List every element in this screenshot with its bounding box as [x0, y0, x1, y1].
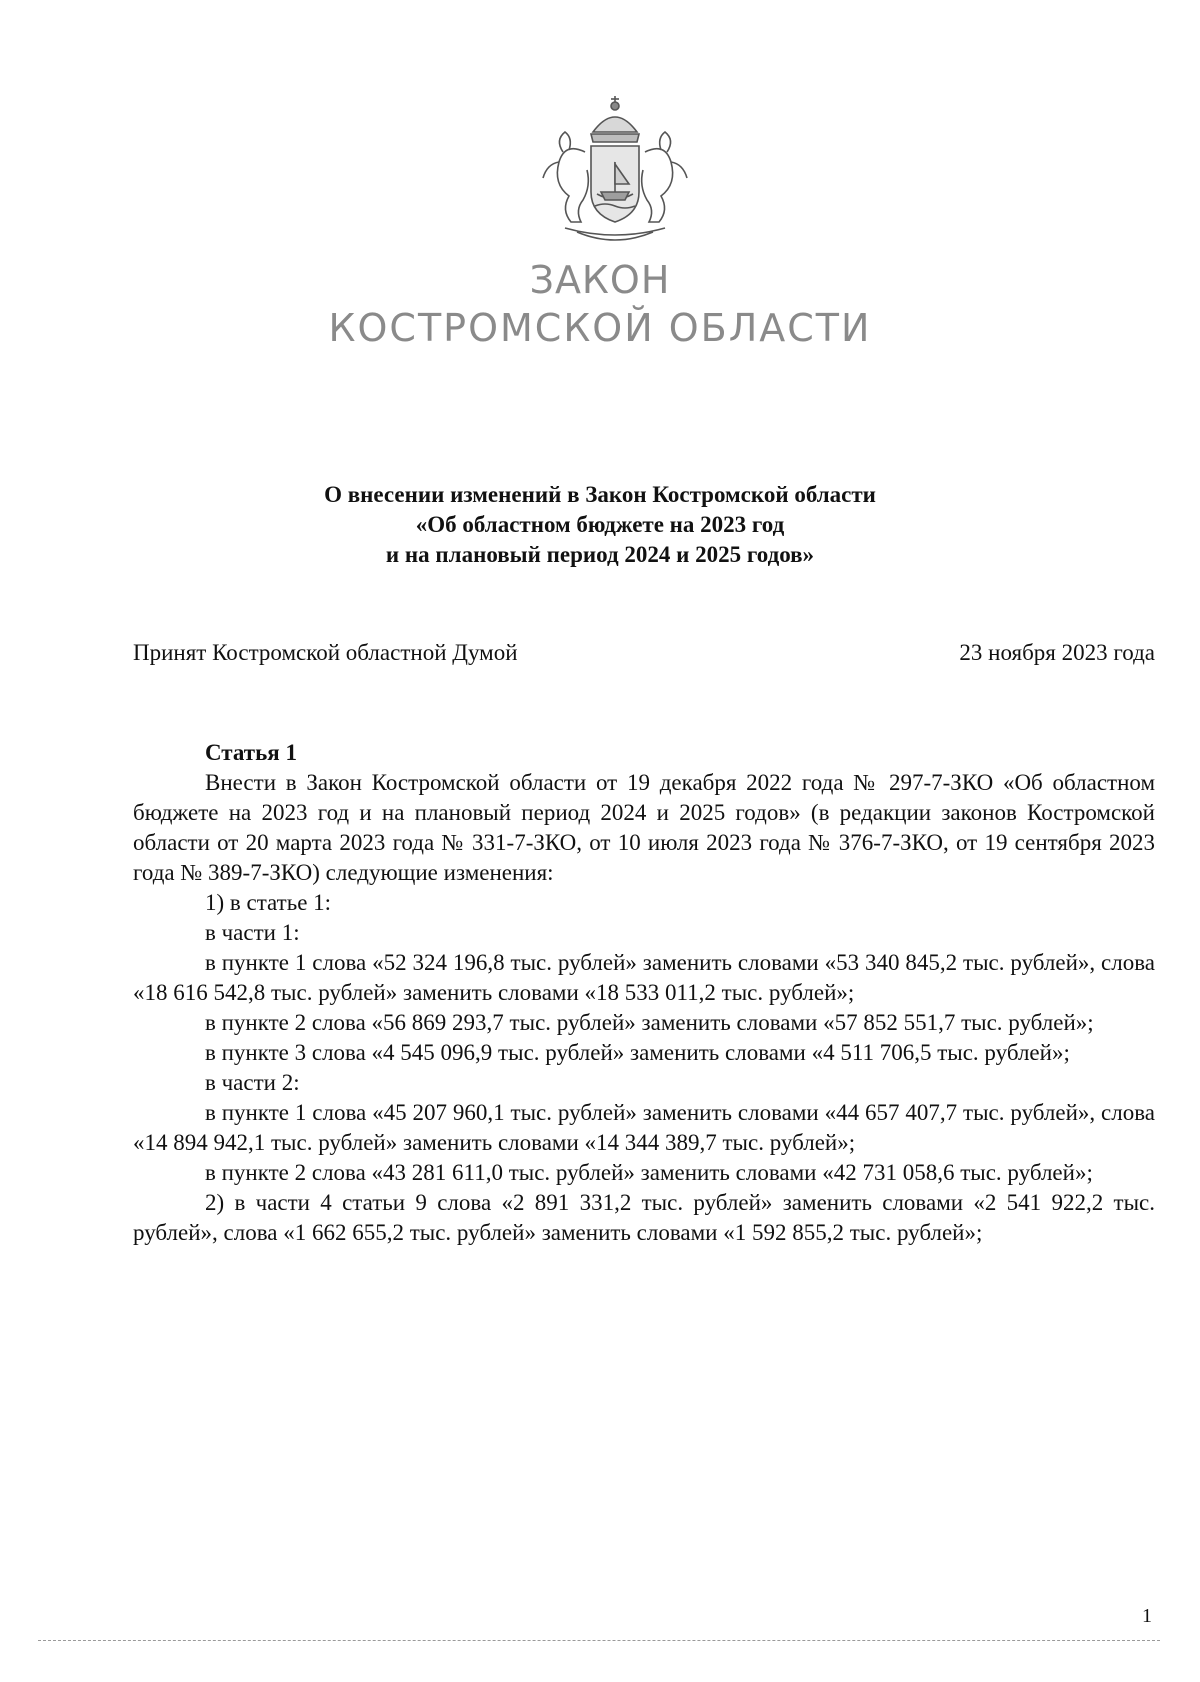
heading-line: и на плановый период 2024 и 2025 годов» — [385, 542, 815, 567]
heading-line: О внесении изменений в Закон Костромской области — [324, 482, 876, 507]
article-body — [133, 738, 1155, 1248]
law-heading — [0, 480, 1200, 570]
adopted-by: Принят Костромской областной Думой — [133, 640, 518, 665]
paragraph: в части 1: — [205, 920, 300, 945]
paragraph: в пункте 2 слова «56 869 293,7 тыс. рублей» заменить словами «57 852 551,7 тыс. рублей»; — [205, 1010, 1094, 1035]
law-title-line2: КОСТРОМСКОЙ ОБЛАСТИ — [328, 306, 872, 350]
paragraph: в пункте 1 слова «45 207 960,1 тыс. рублей» заменить словами «44 657 407,7 тыс. рублей», слова «14 894 942,1 тыс. рублей» заменить словами «14 344 389,7 тыс. рублей»; — [133, 1100, 1155, 1155]
adoption-date: 23 ноября 2023 года — [959, 640, 1155, 665]
page-number: 1 — [1142, 1605, 1152, 1627]
footer-divider — [38, 1640, 1160, 1641]
paragraph: в пункте 1 слова «52 324 196,8 тыс. рублей» заменить словами «53 340 845,2 тыс. рублей», слова «18 616 542,8 тыс. рублей» заменить словами «18 533 011,2 тыс. рублей»; — [133, 950, 1155, 1005]
paragraph: Внести в Закон Костромской области от 19 декабря 2022 года № 297-7-ЗКО «Об областном бюджете на 2023 год и на плановый период 2024 и 2025 годов» (в редакции законов Костромской области от 20 марта 2023 года № 331-7-ЗКО, от 10 июля 2023 года № 376-7-ЗКО, от 19 сентября 2023 года № 389-7-ЗКО) следующие изменения: — [133, 770, 1155, 885]
paragraph: 1) в статье 1: — [205, 890, 332, 915]
paragraph: в пункте 3 слова «4 545 096,9 тыс. рублей» заменить словами «4 511 706,5 тыс. рублей»; — [205, 1040, 1070, 1065]
law-title-line1: ЗАКОН — [529, 258, 671, 302]
heading-line: «Об областном бюджете на 2023 год — [415, 512, 785, 537]
article-title: Статья 1 — [205, 740, 297, 765]
paragraph: в части 2: — [205, 1070, 300, 1095]
paragraph: в пункте 2 слова «43 281 611,0 тыс. рублей» заменить словами «42 731 058,6 тыс. рублей»; — [205, 1160, 1093, 1185]
adoption-line — [133, 640, 1155, 666]
coat-of-arms-icon — [525, 92, 705, 247]
paragraph: 2) в части 4 статьи 9 слова «2 891 331,2 тыс. рублей» заменить словами «2 541 922,2 тыс. рублей», слова «1 662 655,2 тыс. рублей» заменить словами «1 592 855,2 тыс. рублей»; — [133, 1190, 1155, 1245]
